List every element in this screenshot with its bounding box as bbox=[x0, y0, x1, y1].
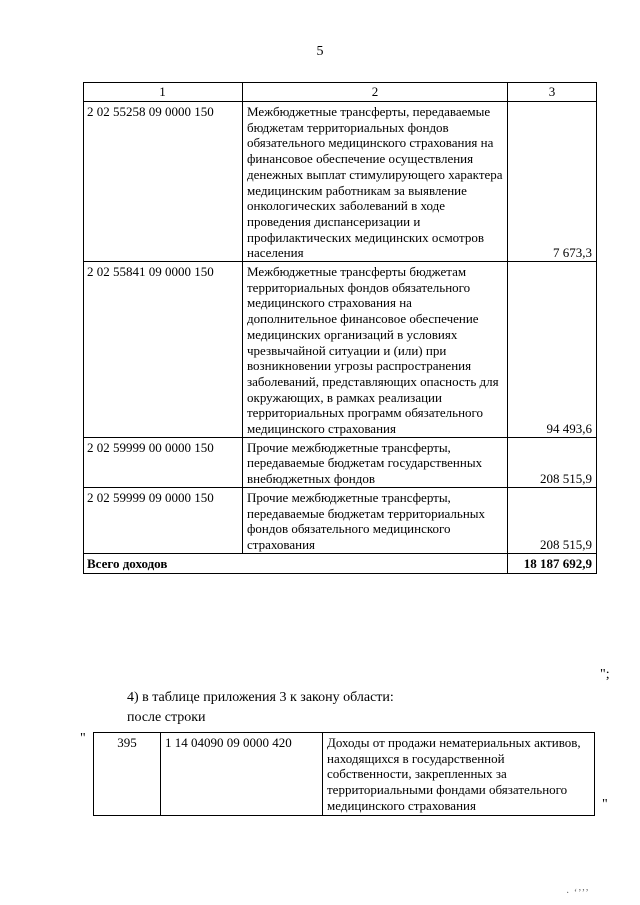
row-amount: 94 493,6 bbox=[508, 262, 597, 438]
opening-quote-mark: " bbox=[80, 731, 86, 746]
admin-code: 395 bbox=[94, 733, 161, 816]
table-row bbox=[84, 102, 597, 262]
amendment-paragraph: 4) в таблице приложения 3 к закону области: bbox=[127, 690, 394, 705]
total-label: Всего доходов bbox=[84, 553, 243, 574]
quoted-row-table bbox=[93, 732, 595, 816]
revenue-name: Доходы от продажи нематериальных активов, находящихся в государственной собственности, закрепленных за территориальными фондами обязательного медицинского страхования bbox=[323, 733, 595, 816]
row-code: 2 02 59999 09 0000 150 bbox=[84, 487, 243, 553]
table-row bbox=[94, 733, 595, 816]
row-code: 2 02 59999 00 0000 150 bbox=[84, 437, 243, 487]
closing-quote-mark: "; bbox=[600, 667, 610, 682]
row-name: Межбюджетные трансферты, передаваемые бюджетам территориальных фондов обязательного медицинского страхования на финансовое обеспечение осуществления денежных выплат стимулирующего характера медицинским работникам за выявление онкологических заболеваний в ходе проведения диспансеризации и профилактических медицинских осмотров населения bbox=[243, 102, 508, 262]
after-row-paragraph: после строки bbox=[127, 710, 206, 725]
total-spacer bbox=[243, 553, 508, 574]
table-row bbox=[84, 487, 597, 553]
total-amount: 18 187 692,9 bbox=[508, 553, 597, 574]
header-col-1: 1 bbox=[84, 83, 243, 102]
row-code: 2 02 55841 09 0000 150 bbox=[84, 262, 243, 438]
revenue-code: 1 14 04090 09 0000 420 bbox=[161, 733, 323, 816]
row-name: Межбюджетные трансферты бюджетам территориальных фондов обязательного медицинского страхования на дополнительное финансовое обеспечение медицинских организаций в условиях чрезвычайной ситуации и (или) при возникновении угрозы распространения заболеваний, представляющих опасность для окружающих, в рамках реализации территориальных программ обязательного медицинского страхования bbox=[243, 262, 508, 438]
table-row bbox=[84, 262, 597, 438]
header-col-3: 3 bbox=[508, 83, 597, 102]
row-amount: 208 515,9 bbox=[508, 437, 597, 487]
page-number: 5 bbox=[316, 44, 324, 59]
row-name: Прочие межбюджетные трансферты, передаваемые бюджетам государственных внебюджетных фондов bbox=[243, 437, 508, 487]
table-row bbox=[84, 437, 597, 487]
total-row bbox=[84, 553, 597, 574]
row-code: 2 02 55258 09 0000 150 bbox=[84, 102, 243, 262]
row-amount: 7 673,3 bbox=[508, 102, 597, 262]
row-name: Прочие межбюджетные трансферты, передаваемые бюджетам территориальных фондов обязательного медицинского страхования bbox=[243, 487, 508, 553]
header-col-2: 2 bbox=[243, 83, 508, 102]
bottom-stamp: · ‘’’’ bbox=[566, 888, 590, 899]
revenue-table bbox=[83, 82, 597, 574]
closing-quote-mark-2: " bbox=[602, 797, 608, 812]
table-header-row bbox=[84, 83, 597, 102]
row-amount: 208 515,9 bbox=[508, 487, 597, 553]
